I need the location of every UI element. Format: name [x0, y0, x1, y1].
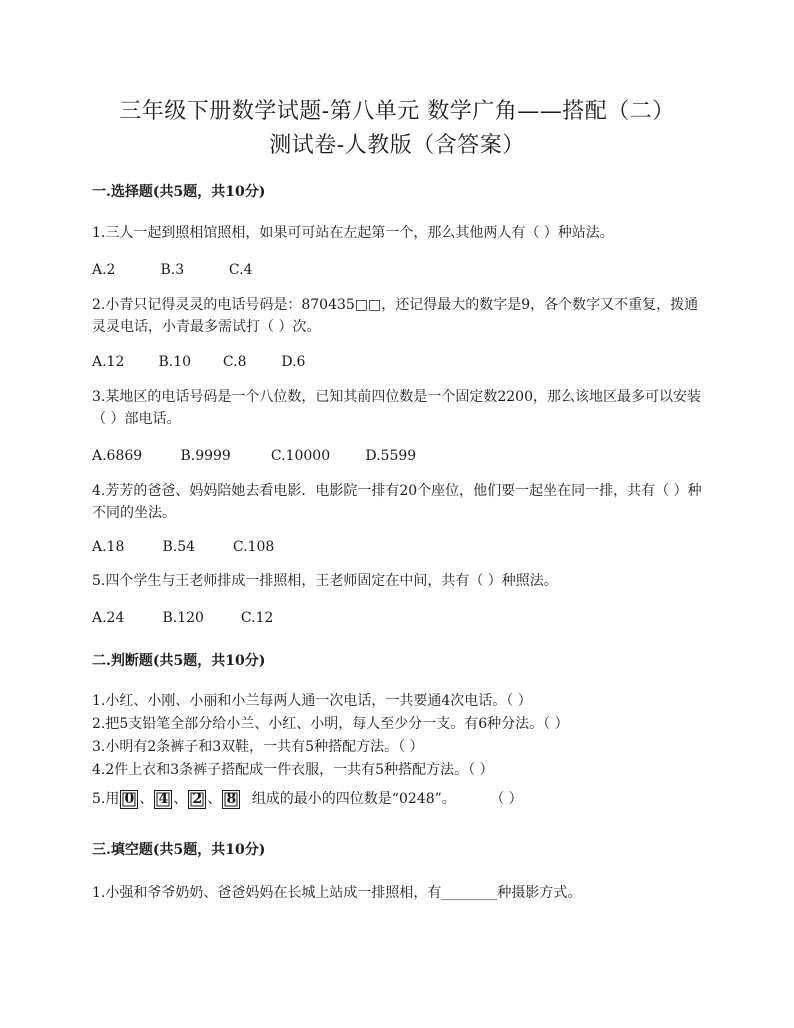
option: A.18	[92, 539, 125, 555]
fill-question-1: 1.小强和爷爷奶奶、爸爸妈妈在长城上站成一排照相，有________种摄影方式。	[92, 885, 582, 901]
digit-card-4: 4	[154, 790, 172, 809]
choice-options-5	[92, 610, 273, 626]
option: A.24	[92, 610, 125, 626]
section-fill-heading: 三.填空题(共5题，共10分)	[92, 842, 266, 858]
choice-options-3	[92, 448, 416, 464]
judge-question-3: 3.小明有2条裤子和3双鞋，一共有5种搭配方法。（ ）	[92, 739, 424, 755]
choice-options-1	[92, 262, 252, 278]
option: C.8	[222, 354, 247, 370]
option: A.6869	[92, 448, 143, 464]
choice-options-4	[92, 539, 274, 555]
judge5-suffix: 组成的最小的四位数是“0248”。	[251, 791, 456, 807]
choice-question-3: 3.某地区的电话号码是一个八位数，已知其前四位数是一个固定数2200，那么该地区最多可以安装（ ）部电话。	[92, 389, 701, 427]
option: B.3	[160, 262, 185, 278]
judge-question-4: 4.2件上衣和3条裤子搭配成一件衣服，一共有5种搭配方法。（ ）	[92, 762, 494, 778]
section-choice-heading: 一.选择题(共5题，共10分)	[92, 184, 266, 200]
option: A.2	[92, 262, 116, 278]
choice-question-4: 4.芳芳的爸爸、妈妈陪她去看电影．电影院一排有20个座位，他们要一起坐在同一排，共有（ ）种不同的坐法。	[92, 483, 702, 521]
option: A.12	[92, 354, 125, 370]
judge5-paren: （ ）	[490, 791, 523, 807]
judge-question-2: 2.把5支铅笔全部分给小兰、小红、小明，每人至少分一支。有6种分法。（ ）	[92, 716, 569, 732]
option: C.12	[240, 610, 274, 626]
choice-question-2: 2.小青只记得灵灵的电话号码是：870435□□，还记得最大的数字是9，各个数字又不重复，拨通灵灵电话，小青最多需试打（ ）次。	[92, 297, 699, 335]
title-line-1: 三年级下册数学试题-第八单元 数学广角——搭配（二）	[119, 99, 675, 124]
judge-question-1: 1.小红、小刚、小丽和小兰每两人通一次电话，一共要通4次电话。（ ）	[92, 693, 532, 709]
option: B.120	[162, 610, 204, 626]
option: D.6	[281, 354, 306, 370]
option: D.5599	[365, 448, 417, 464]
option: C.108	[232, 539, 275, 555]
option: B.54	[162, 539, 196, 555]
separator: 、	[139, 791, 154, 807]
option: B.9999	[180, 448, 231, 464]
judge5-prefix: 5.用	[92, 791, 120, 807]
choice-question-1: 1.三人一起到照相馆照相，如果可可站在左起第一个，那么其他两人有（ ）种站法。	[92, 225, 614, 241]
digit-card-8: 8	[222, 790, 240, 809]
digit-card-0: 0	[120, 790, 138, 809]
option: B.10	[158, 354, 192, 370]
option: C.4	[228, 262, 253, 278]
digit-card-2: 2	[188, 790, 206, 809]
choice-question-5: 5.四个学生与王老师排成一排照相，王老师固定在中间，共有（ ）种照法。	[92, 573, 558, 589]
section-judge-heading: 二.判断题(共5题，共10分)	[92, 653, 266, 669]
judge-question-5	[92, 788, 523, 809]
title-line-2: 测试卷-人教版（含答案）	[269, 133, 525, 158]
option: C.10000	[270, 448, 331, 464]
choice-options-2	[92, 354, 305, 370]
separator: 、	[207, 791, 222, 807]
separator: 、	[173, 791, 188, 807]
